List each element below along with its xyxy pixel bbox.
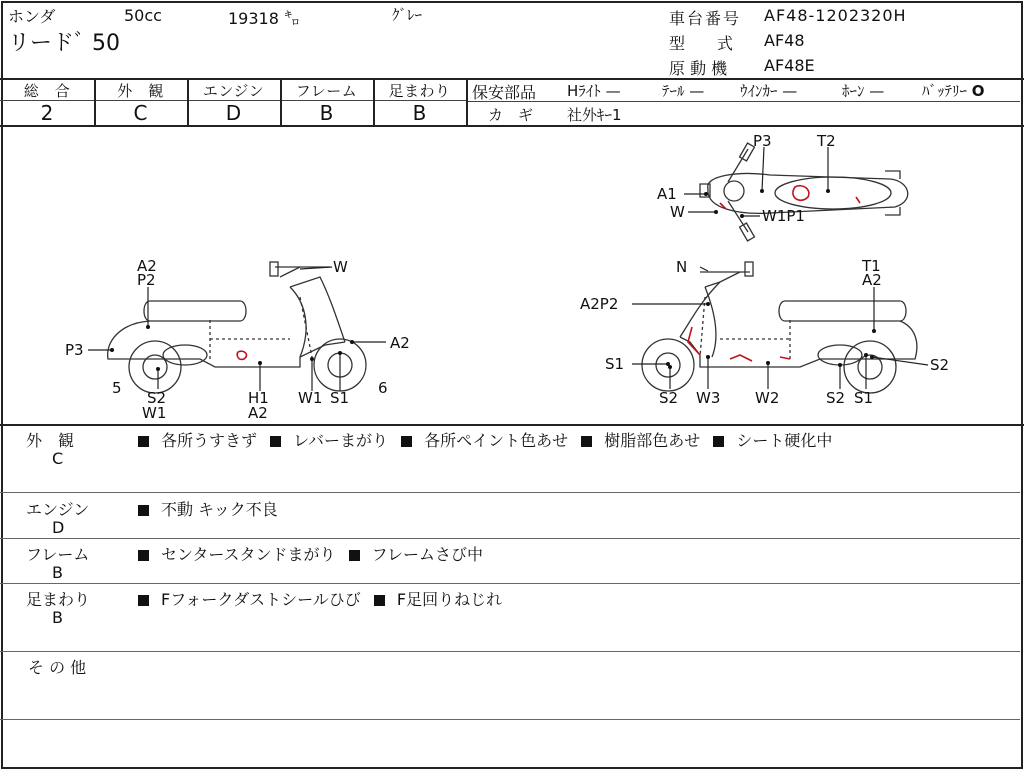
label-right-t1: T1 bbox=[862, 257, 881, 275]
remark-suspension-label: 足まわり bbox=[26, 590, 91, 609]
label-left-s1: S1 bbox=[330, 389, 350, 407]
label-right-s2c: S2 bbox=[826, 389, 846, 407]
key-value: 社外ｷｰ1 bbox=[567, 106, 622, 124]
safety-item-winker: ｳｲﾝｶｰ — bbox=[740, 82, 798, 100]
remark-engine-label: エンジン bbox=[26, 500, 90, 519]
leader-lines bbox=[88, 147, 928, 391]
label-right-s1b: S1 bbox=[854, 389, 874, 407]
grade-engine-value: D bbox=[225, 101, 242, 125]
label-top-a1: A1 bbox=[657, 185, 677, 203]
grade-exterior-label: 外 観 bbox=[117, 82, 164, 100]
grade-total-label: 総 合 bbox=[23, 82, 71, 100]
label-right-a2p2: A2P2 bbox=[580, 295, 619, 313]
label-top-t2: T2 bbox=[817, 132, 836, 150]
label-left-p3: P3 bbox=[65, 341, 84, 359]
remark-other-label: そ の 他 bbox=[28, 658, 87, 677]
remark-exterior-items: 各所うすきず レバーまがり 各所ペイント色あせ 樹脂部色あせ シート硬化中 bbox=[138, 428, 840, 451]
maker: ホンダ bbox=[8, 7, 56, 26]
diagram-labels bbox=[65, 132, 949, 422]
safety-item-battery: ﾊﾞｯﾃﾘｰ O bbox=[922, 82, 985, 100]
safety-label: 保安部品 bbox=[472, 83, 537, 102]
mileage: 19318 ㌔ bbox=[228, 9, 300, 28]
key-label: カ ギ bbox=[488, 106, 534, 124]
label-left-5: 5 bbox=[112, 379, 122, 397]
safety-item-headlight: Hﾗｲﾄ — bbox=[567, 82, 621, 100]
label-right-s2: S2 bbox=[930, 356, 950, 374]
safety-item-tail: ﾃｰﾙ — bbox=[662, 82, 705, 100]
label-left-w: W bbox=[333, 258, 348, 276]
label-left-a2: A2 bbox=[137, 257, 157, 275]
grade-engine-label: エンジン bbox=[202, 82, 265, 100]
type-value: AF48 bbox=[764, 31, 805, 50]
remark-exterior-label: 外 観 bbox=[26, 431, 75, 450]
label-right-w2: W2 bbox=[755, 389, 780, 407]
displacement: 50cc bbox=[124, 6, 162, 25]
grade-suspension-label: 足まわり bbox=[388, 82, 451, 100]
type-label: 型 式 bbox=[669, 34, 734, 53]
label-right-a2: A2 bbox=[862, 271, 882, 289]
label-right-n: N bbox=[676, 258, 688, 276]
label-left-6: 6 bbox=[378, 379, 388, 397]
label-top-w1p1: W1P1 bbox=[762, 207, 805, 225]
grade-exterior-value: C bbox=[133, 101, 148, 125]
color: ｸﾞﾚｰ bbox=[392, 6, 423, 24]
frame-no-label: 車台番号 bbox=[669, 9, 742, 28]
frame-no: AF48-1202320H bbox=[764, 6, 907, 25]
scooter-top-view bbox=[700, 143, 908, 241]
model-name: リードﾞ 50 bbox=[8, 31, 120, 56]
safety-item-horn: ﾎｰﾝ — bbox=[842, 82, 885, 100]
damage-diagram bbox=[0, 127, 1020, 424]
label-left-p2: P2 bbox=[137, 271, 156, 289]
label-right-s2b: S2 bbox=[659, 389, 679, 407]
remark-suspension-items: Fフォークダストシールひび F足回りねじれ bbox=[138, 587, 510, 610]
label-left-w1: W1 bbox=[142, 404, 167, 422]
label-left-w1b: W1 bbox=[298, 389, 323, 407]
grade-total-value: 2 bbox=[40, 101, 54, 125]
grade-frame-value: B bbox=[319, 101, 334, 125]
label-left-s2: S2 bbox=[147, 389, 167, 407]
remark-suspension-grade: B bbox=[52, 608, 63, 627]
label-top-p3: P3 bbox=[753, 132, 772, 150]
label-right-w3: W3 bbox=[696, 389, 721, 407]
label-top-w: W bbox=[670, 203, 685, 221]
grade-suspension-value: B bbox=[412, 101, 427, 125]
engine-value: AF48E bbox=[764, 56, 815, 75]
label-right-s1: S1 bbox=[605, 355, 625, 373]
engine-label: 原 動 機 bbox=[669, 59, 728, 78]
remark-frame-items: センタースタンドまがり フレームさび中 bbox=[138, 542, 491, 565]
label-left-h1: H1 bbox=[248, 389, 269, 407]
label-left-a2c: A2 bbox=[248, 404, 268, 422]
remark-frame-label: フレーム bbox=[26, 545, 90, 564]
grade-frame-label: フレーム bbox=[295, 82, 358, 100]
label-left-a2b: A2 bbox=[390, 334, 410, 352]
remark-exterior-grade: C bbox=[52, 449, 64, 468]
remark-frame-grade: B bbox=[52, 563, 63, 582]
remark-engine-grade: D bbox=[52, 518, 65, 537]
remark-engine-items: 不動 キック不良 bbox=[138, 497, 286, 520]
